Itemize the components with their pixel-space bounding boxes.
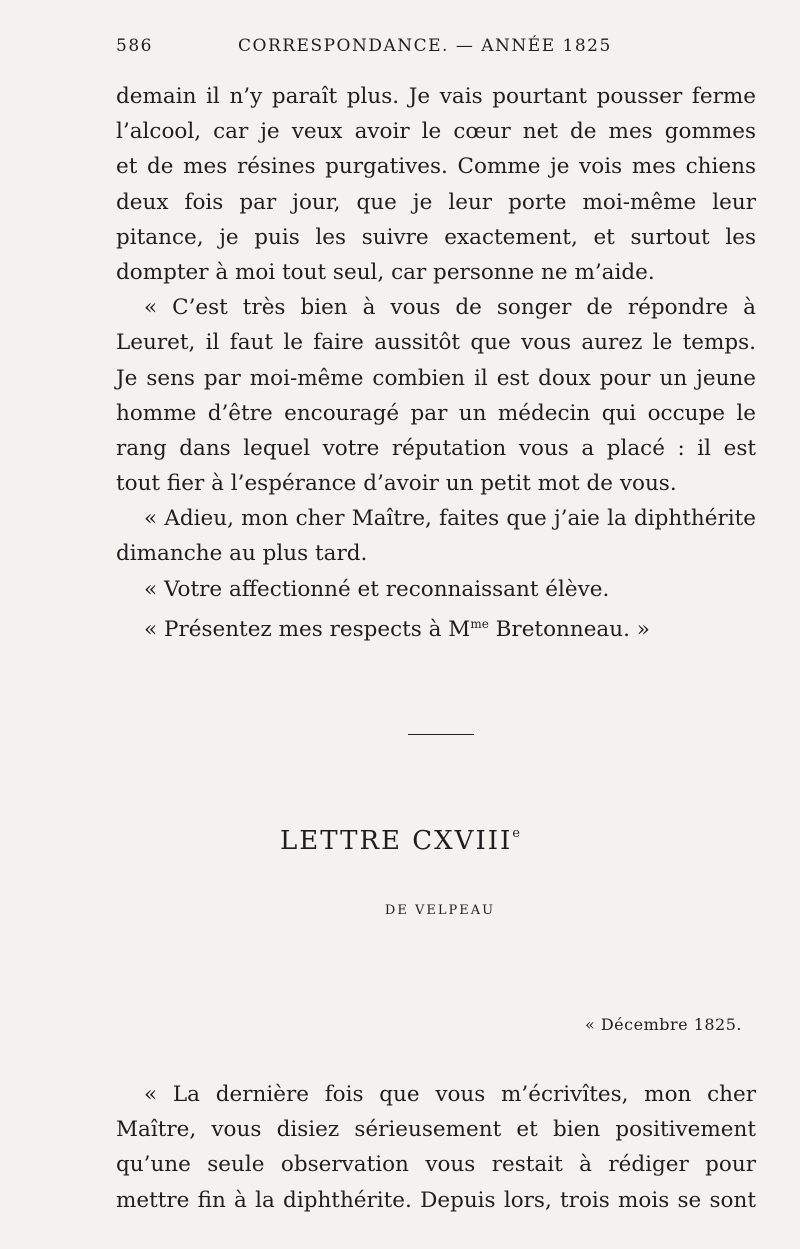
text-line	[116, 607, 756, 642]
text-line: dimanche au plus tard.	[116, 541, 368, 567]
text-line: mettre fin à la diphthérite. Depuis lors, trois mois se sont	[116, 1187, 756, 1213]
running-title: CORRESPONDANCE. — ANNÉE 1825	[238, 36, 612, 56]
text-line: pitance, je puis les suivre exactement, et surtout les	[116, 224, 756, 250]
letter-body-text	[116, 1077, 756, 1218]
page-number: 586	[116, 36, 153, 56]
text-line: « Adieu, mon cher Maître, faites que j’aie la diphthérite	[144, 506, 756, 532]
text-line: « C’est très bien à vous de songer de répondre à	[144, 295, 756, 321]
text-line: qu’une seule observation vous restait à rédiger pour	[116, 1152, 756, 1178]
text-line: l’alcool, car je veux avoir le cœur net de mes gommes	[116, 119, 756, 145]
letter-title-superscript: e	[512, 826, 520, 841]
text-line: et de mes résines purgatives. Comme je vois mes chiens	[116, 154, 756, 180]
text-line: Maître, vous disiez sérieusement et bien positivement	[116, 1117, 756, 1143]
letter-author: DE VELPEAU	[384, 903, 496, 918]
text-line: dompter à moi tout seul, car personne ne m’aide.	[116, 259, 655, 285]
text-line: Je sens par moi-même combien il est doux pour un jeune	[116, 365, 756, 391]
superscript-me: me	[470, 616, 489, 631]
letter-title-text: LETTRE CXVIII	[280, 826, 513, 856]
text-line: tout fier à l’espérance d’avoir un petit mot de vous.	[116, 471, 677, 497]
text-fragment: « Présentez mes respects à M	[144, 616, 471, 642]
text-line: rang dans lequel votre réputation vous a placé : il est	[116, 435, 756, 461]
text-line: « La dernière fois que vous m’écrivîtes, mon cher	[144, 1082, 756, 1107]
section-divider	[408, 734, 474, 735]
text-line: deux fois par jour, que je leur porte moi-même leur	[116, 189, 756, 215]
text-fragment: Bretonneau. »	[488, 616, 650, 642]
letter-continuation-text	[116, 79, 756, 642]
letter-title	[0, 826, 800, 856]
letter-dateline: « Décembre 1825.	[584, 1015, 742, 1034]
text-line: Leuret, il faut le faire aussitôt que vous aurez le temps.	[116, 330, 756, 356]
text-line: demain il n’y paraît plus. Je vais pourtant pousser ferme	[116, 84, 756, 109]
text-line: « Votre affectionné et reconnaissant élève.	[144, 576, 610, 602]
running-head	[116, 36, 756, 60]
text-line: homme d’être encouragé par un médecin qui occupe le	[116, 400, 756, 426]
